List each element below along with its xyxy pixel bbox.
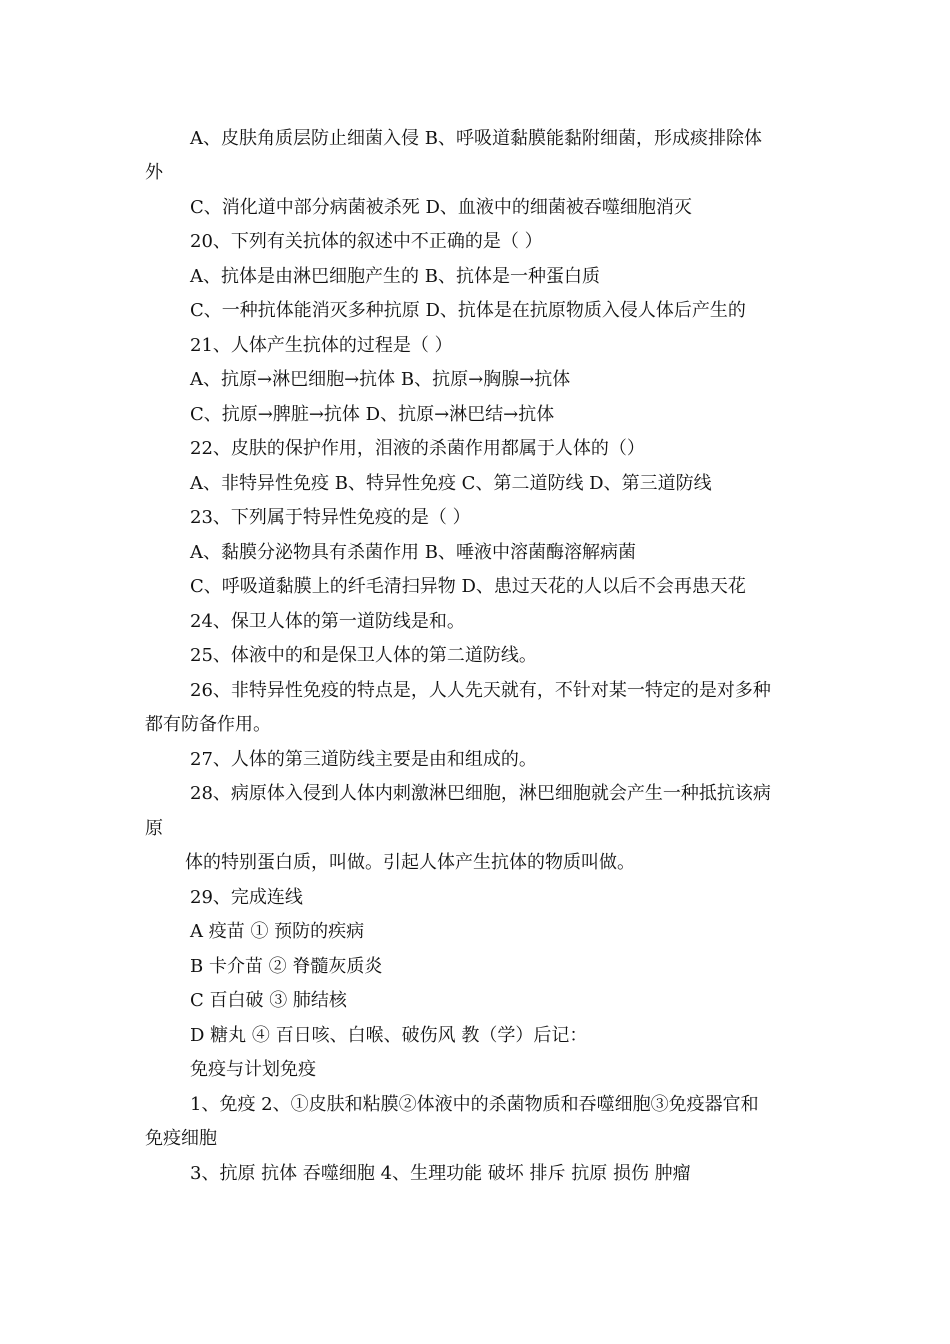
- question-20: 20、下列有关抗体的叙述中不正确的是（ ）: [190, 231, 543, 252]
- question-23: 23、下列属于特异性免疫的是（ ）: [190, 507, 471, 528]
- text-line: A、非特异性免疫 B、特异性免疫 C、第二道防线 D、第三道防线: [190, 473, 712, 494]
- answer-line: 免疫细胞: [145, 1128, 217, 1149]
- answer-line: 3、抗原 抗体 吞噬细胞 4、生理功能 破坏 排斥 抗原 损伤 肿瘤: [190, 1163, 691, 1184]
- text-line: C、呼吸道黏膜上的纤毛清扫异物 D、患过天花的人以后不会再患天花: [190, 576, 746, 597]
- answer-line: 1、免疫 2、①皮肤和粘膜②体液中的杀菌物质和吞噬细胞③免疫器官和: [190, 1094, 759, 1115]
- text-line: A、黏膜分泌物具有杀菌作用 B、唾液中溶菌酶溶解病菌: [190, 542, 636, 563]
- question-24: 24、保卫人体的第一道防线是和。: [190, 611, 465, 632]
- section-heading: 免疫与计划免疫: [190, 1059, 316, 1080]
- text-line: C、抗原→脾脏→抗体 D、抗原→淋巴结→抗体: [190, 404, 555, 425]
- question-26: 26、非特异性免疫的特点是，人人先天就有，不针对某一特定的是对多种: [190, 680, 771, 701]
- question-21: 21、人体产生抗体的过程是（ ）: [190, 335, 453, 356]
- question-27: 27、人体的第三道防线主要是由和组成的。: [190, 749, 537, 770]
- question-25: 25、体液中的和是保卫人体的第二道防线。: [190, 645, 537, 666]
- text-line: 体的特别蛋白质，叫做。引起人体产生抗体的物质叫做。: [185, 852, 635, 873]
- text-line: A、皮肤角质层防止细菌入侵 B、呼吸道黏膜能黏附细菌，形成痰排除体: [190, 128, 762, 149]
- text-line: 原: [145, 818, 163, 839]
- text-line: C、消化道中部分病菌被杀死 D、血液中的细菌被吞噬细胞消灭: [190, 197, 692, 218]
- matching-row: D 糖丸 ④ 百日咳、白喉、破伤风 教（学）后记：: [190, 1025, 588, 1046]
- text-line: 外: [145, 162, 163, 183]
- matching-row: A 疫苗 ① 预防的疾病: [190, 921, 365, 942]
- text-line: A、抗原→淋巴细胞→抗体 B、抗原→胸腺→抗体: [190, 369, 571, 390]
- question-29: 29、完成连线: [190, 887, 303, 908]
- matching-row: C 百白破 ③ 肺结核: [190, 990, 347, 1011]
- text-line: 都有防备作用。: [145, 714, 271, 735]
- question-22: 22、皮肤的保护作用，泪液的杀菌作用都属于人体的（）: [190, 438, 645, 459]
- matching-row: B 卡介苗 ② 脊髓灰质炎: [190, 956, 383, 977]
- question-28: 28、病原体入侵到人体内刺激淋巴细胞，淋巴细胞就会产生一种抵抗该病: [190, 783, 771, 804]
- text-line: C、一种抗体能消灭多种抗原 D、抗体是在抗原物质入侵人体后产生的: [190, 300, 746, 321]
- text-line: A、抗体是由淋巴细胞产生的 B、抗体是一种蛋白质: [190, 266, 600, 287]
